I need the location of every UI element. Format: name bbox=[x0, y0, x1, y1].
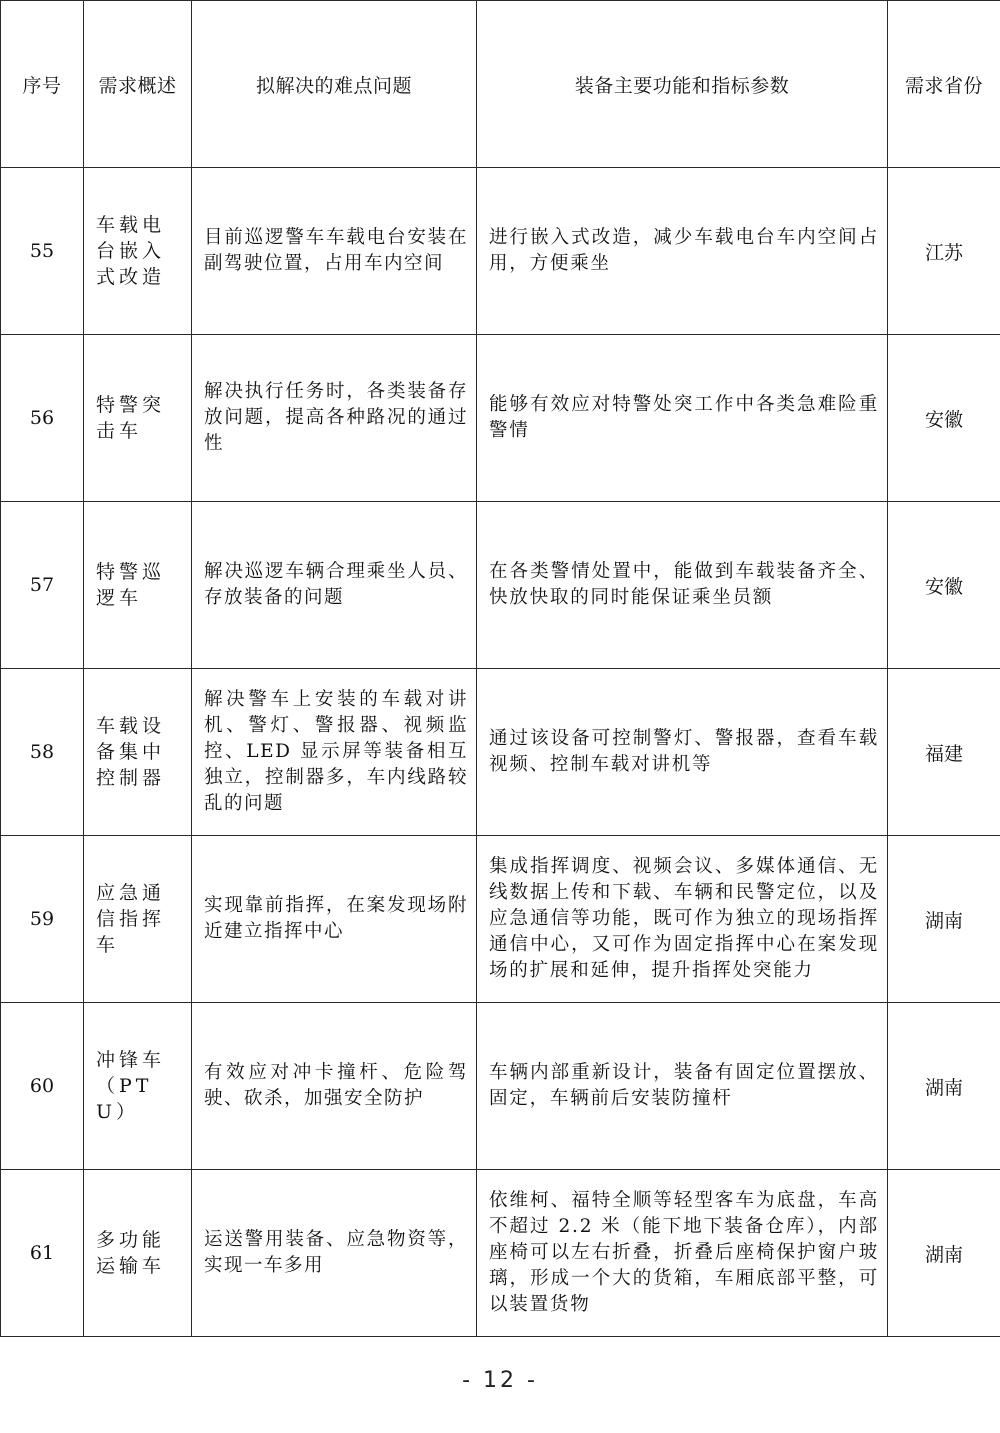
row-function: 进行嵌入式改造，减少车载电台车内空间占用，方便乘坐 bbox=[477, 168, 888, 335]
table-row bbox=[1, 669, 1000, 836]
row-province: 湖南 bbox=[888, 836, 1000, 1003]
row-function: 通过该设备可控制警灯、警报器，查看车载视频、控制车载对讲机等 bbox=[477, 669, 888, 836]
row-problem: 运送警用装备、应急物资等，实现一车多用 bbox=[192, 1170, 477, 1337]
page-number: - 12 - bbox=[462, 1368, 538, 1393]
row-province: 安徽 bbox=[888, 502, 1000, 669]
row-function: 依维柯、福特全顺等轻型客车为底盘，车高不超过 2.2 米（能下地下装备仓库），内部座椅可以左右折叠，折叠后座椅保护窗户玻璃，形成一个大的货箱，车厢底部平整，可以装置货物 bbox=[477, 1170, 888, 1337]
row-problem: 解决警车上安装的车载对讲机、警灯、警报器、视频监控、LED 显示屏等装备相互独立，控制器多，车内线路较乱的问题 bbox=[192, 669, 477, 836]
table-row bbox=[1, 335, 1000, 502]
row-seq: 59 bbox=[1, 836, 84, 1003]
row-seq: 58 bbox=[1, 669, 84, 836]
row-summary: 车载电台嵌入式改造 bbox=[84, 168, 192, 335]
header-seq: 序号 bbox=[1, 1, 84, 168]
header-summary: 需求概述 bbox=[84, 1, 192, 168]
row-summary: 特警巡逻车 bbox=[84, 502, 192, 669]
row-function: 能够有效应对特警处突工作中各类急难险重警情 bbox=[477, 335, 888, 502]
row-summary: 应急通信指挥车 bbox=[84, 836, 192, 1003]
row-seq: 60 bbox=[1, 1003, 84, 1170]
row-province: 江苏 bbox=[888, 168, 1000, 335]
row-function: 车辆内部重新设计，装备有固定位置摆放、固定，车辆前后安装防撞杆 bbox=[477, 1003, 888, 1170]
row-summary: 特警突击车 bbox=[84, 335, 192, 502]
row-function: 集成指挥调度、视频会议、多媒体通信、无线数据上传和下载、车辆和民警定位，以及应急通信等功能，既可作为独立的现场指挥通信中心，又可作为固定指挥中心在案发现场的扩展和延伸，提升指挥处突能力 bbox=[477, 836, 888, 1003]
row-problem: 解决巡逻车辆合理乘坐人员、存放装备的问题 bbox=[192, 502, 477, 669]
row-summary: 冲锋车（PTU） bbox=[84, 1003, 192, 1170]
header-problem: 拟解决的难点问题 bbox=[192, 1, 477, 168]
table-row bbox=[1, 836, 1000, 1003]
row-seq: 55 bbox=[1, 168, 84, 335]
row-summary: 多功能运输车 bbox=[84, 1170, 192, 1337]
row-seq: 61 bbox=[1, 1170, 84, 1337]
row-problem: 解决执行任务时，各类装备存放问题，提高各种路况的通过性 bbox=[192, 335, 477, 502]
table-header-row bbox=[1, 1, 1000, 168]
row-seq: 57 bbox=[1, 502, 84, 669]
row-seq: 56 bbox=[1, 335, 84, 502]
header-function: 装备主要功能和指标参数 bbox=[477, 1, 888, 168]
table-row bbox=[1, 1003, 1000, 1170]
row-province: 湖南 bbox=[888, 1003, 1000, 1170]
row-problem: 有效应对冲卡撞杆、危险驾驶、砍杀，加强安全防护 bbox=[192, 1003, 477, 1170]
row-problem: 目前巡逻警车车载电台安装在副驾驶位置，占用车内空间 bbox=[192, 168, 477, 335]
row-function: 在各类警情处置中，能做到车载装备齐全、快放快取的同时能保证乘坐员额 bbox=[477, 502, 888, 669]
row-province: 湖南 bbox=[888, 1170, 1000, 1337]
row-province: 安徽 bbox=[888, 335, 1000, 502]
row-problem: 实现靠前指挥，在案发现场附近建立指挥中心 bbox=[192, 836, 477, 1003]
row-province: 福建 bbox=[888, 669, 1000, 836]
table-row bbox=[1, 502, 1000, 669]
header-province: 需求省份 bbox=[888, 1, 1000, 168]
table-row bbox=[1, 1170, 1000, 1337]
table-row bbox=[1, 168, 1000, 335]
row-summary: 车载设备集中控制器 bbox=[84, 669, 192, 836]
